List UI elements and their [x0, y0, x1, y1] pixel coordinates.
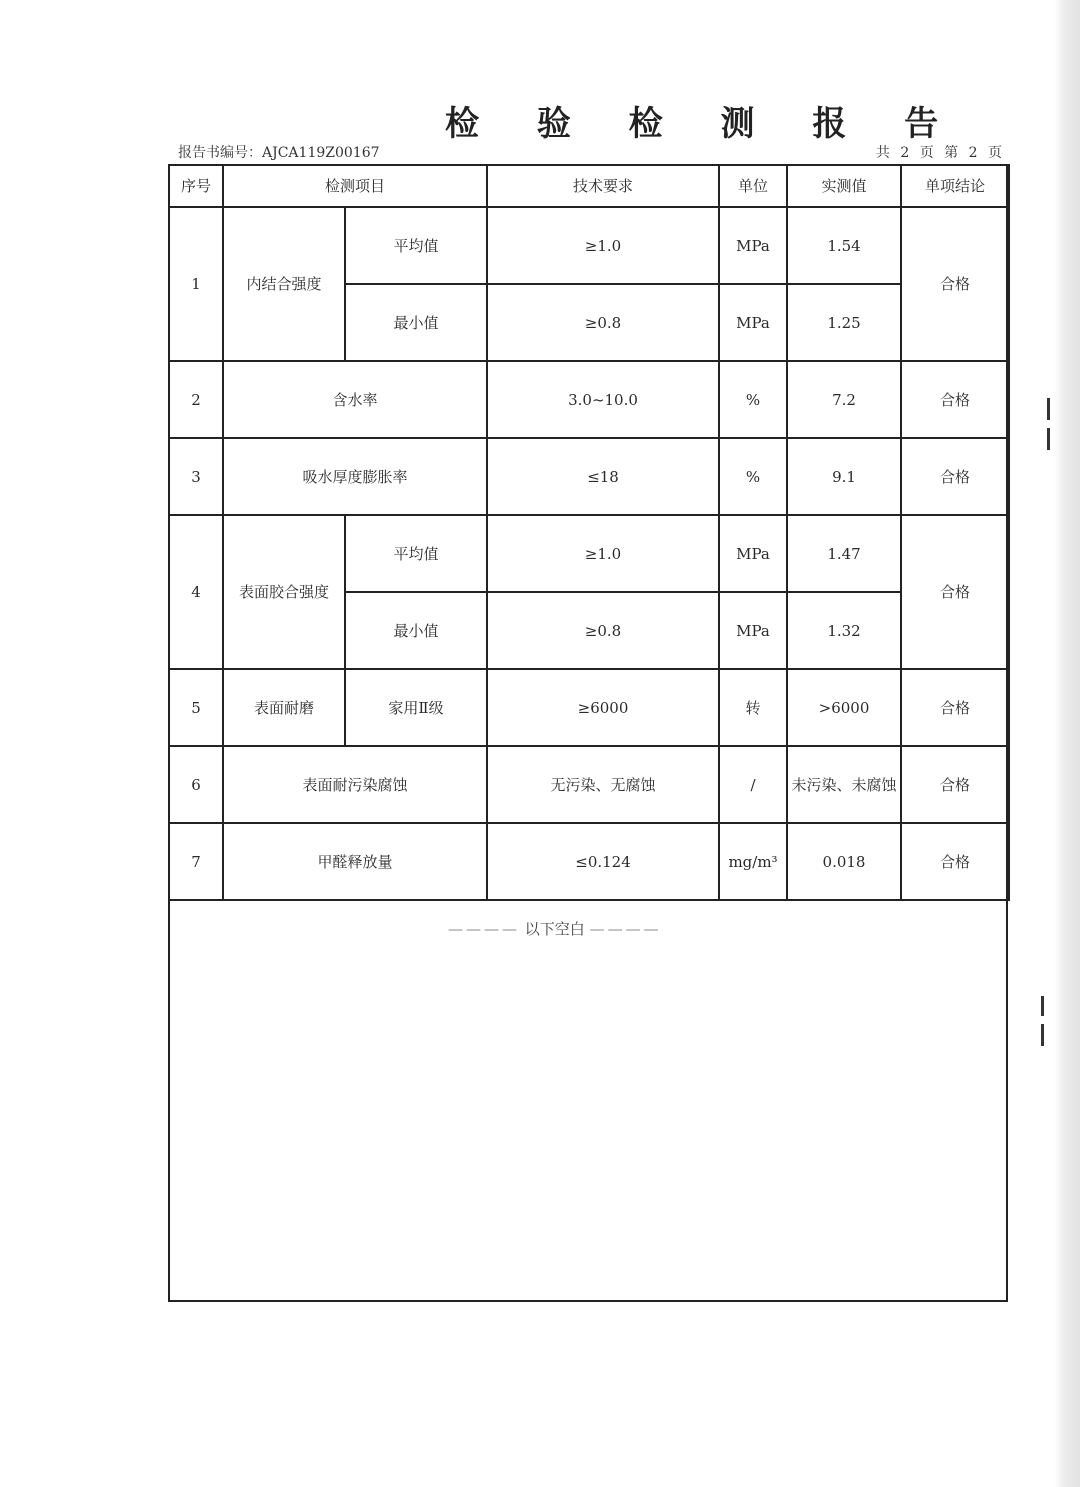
table-row — [169, 361, 1009, 438]
unit: 转 — [719, 669, 787, 746]
page-indicator: 共 2 页 第 2 页 — [875, 145, 1002, 161]
measured-value: 1.25 — [787, 284, 901, 361]
measured-value: 1.54 — [787, 207, 901, 284]
report-title: 检 验 检 测 报 告 — [445, 104, 962, 144]
unit: MPa — [719, 592, 787, 669]
column-header-requirement: 技术要求 — [487, 165, 719, 207]
measured-value: 1.47 — [787, 515, 901, 592]
binding-mark — [1041, 996, 1044, 1016]
measured-value: >6000 — [787, 669, 901, 746]
test-item: 甲醛释放量 — [223, 823, 487, 900]
test-item: 表面耐污染腐蚀 — [223, 746, 487, 823]
measured-value: 未污染、未腐蚀 — [787, 746, 901, 823]
result: 合格 — [901, 361, 1009, 438]
test-item: 表面耐磨 — [223, 669, 345, 746]
test-subitem: 平均值 — [345, 515, 487, 592]
requirement: ≤18 — [487, 438, 719, 515]
dash-left: ———— — [448, 920, 520, 938]
table-header-row — [169, 165, 1009, 207]
requirement: ≥0.8 — [487, 284, 719, 361]
result: 合格 — [901, 746, 1009, 823]
test-subitem: 最小值 — [345, 284, 487, 361]
test-subitem: 最小值 — [345, 592, 487, 669]
table-row — [169, 669, 1009, 746]
result: 合格 — [901, 823, 1009, 900]
requirement: ≥6000 — [487, 669, 719, 746]
page-edge-shadow — [1054, 0, 1080, 1487]
unit: MPa — [719, 515, 787, 592]
requirement: 无污染、无腐蚀 — [487, 746, 719, 823]
result: 合格 — [901, 438, 1009, 515]
requirement: ≥0.8 — [487, 592, 719, 669]
blank-below-note — [448, 918, 662, 939]
binding-mark — [1041, 1024, 1044, 1046]
test-subitem: 家用Ⅱ级 — [345, 669, 487, 746]
unit: % — [719, 438, 787, 515]
measured-value: 1.32 — [787, 592, 901, 669]
measured-value: 7.2 — [787, 361, 901, 438]
requirement: ≥1.0 — [487, 515, 719, 592]
table-row — [169, 515, 1009, 592]
row-number: 3 — [169, 438, 223, 515]
unit: MPa — [719, 207, 787, 284]
unit: % — [719, 361, 787, 438]
blank-note-text: 以下空白 — [524, 920, 585, 938]
unit: MPa — [719, 284, 787, 361]
unit: / — [719, 746, 787, 823]
test-subitem: 平均值 — [345, 207, 487, 284]
result: 合格 — [901, 515, 1009, 669]
test-item: 含水率 — [223, 361, 487, 438]
row-number: 4 — [169, 515, 223, 669]
inspection-table — [168, 164, 1010, 901]
measured-value: 9.1 — [787, 438, 901, 515]
result: 合格 — [901, 207, 1009, 361]
table-row — [169, 438, 1009, 515]
column-header-result: 单项结论 — [901, 165, 1009, 207]
binding-mark — [1047, 398, 1050, 420]
row-number: 7 — [169, 823, 223, 900]
test-item: 表面胶合强度 — [223, 515, 345, 669]
table-row — [169, 746, 1009, 823]
requirement: ≤0.124 — [487, 823, 719, 900]
measured-value: 0.018 — [787, 823, 901, 900]
row-number: 2 — [169, 361, 223, 438]
column-header-no: 序号 — [169, 165, 223, 207]
requirement: 3.0~10.0 — [487, 361, 719, 438]
report-number: 报告书编号：AJCA119Z00167 — [178, 145, 380, 161]
row-number: 5 — [169, 669, 223, 746]
table-row — [169, 207, 1009, 284]
row-number: 1 — [169, 207, 223, 361]
column-header-item: 检测项目 — [223, 165, 487, 207]
unit: mg/m³ — [719, 823, 787, 900]
requirement: ≥1.0 — [487, 207, 719, 284]
table-row — [169, 823, 1009, 900]
result: 合格 — [901, 669, 1009, 746]
row-number: 6 — [169, 746, 223, 823]
test-item: 内结合强度 — [223, 207, 345, 361]
binding-mark — [1047, 428, 1050, 450]
column-header-value: 实测值 — [787, 165, 901, 207]
column-header-unit: 单位 — [719, 165, 787, 207]
dash-right: ———— — [589, 920, 662, 938]
test-item: 吸水厚度膨胀率 — [223, 438, 487, 515]
